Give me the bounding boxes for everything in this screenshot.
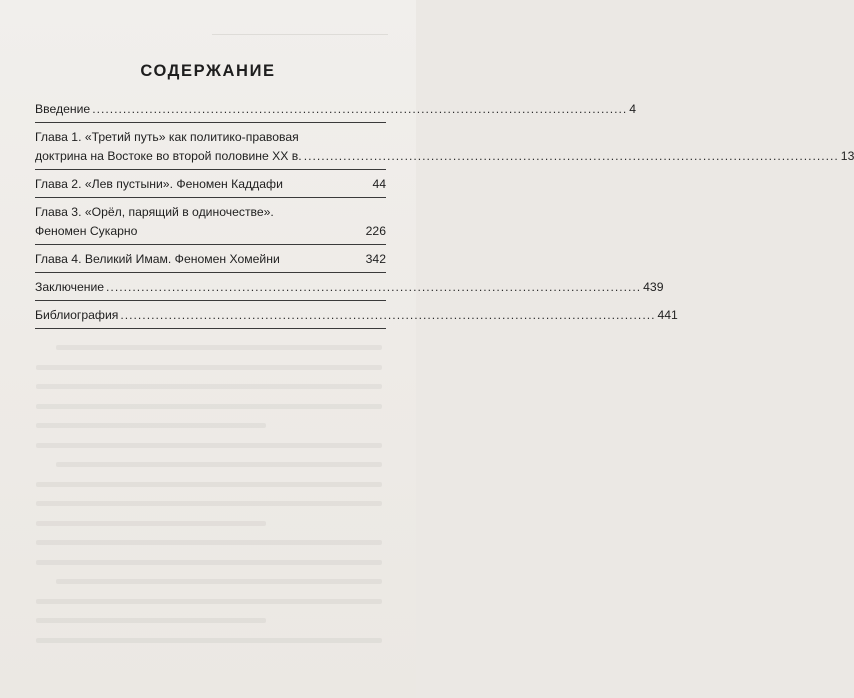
show-through-line [36, 423, 266, 428]
toc-entry-title: Глава 2. «Лев пустыни». Феномен Каддафи [35, 177, 283, 191]
show-through-rule [212, 34, 388, 35]
toc-page-number: 441 [657, 308, 678, 322]
toc-entry-title: Введение [35, 102, 91, 116]
toc-leader-space [282, 250, 364, 269]
toc-page-number: 44 [372, 177, 386, 191]
toc-entry-chapter-2 [35, 175, 386, 198]
show-through-line [36, 638, 382, 643]
show-through-line [36, 560, 382, 565]
toc-entry-chapter-4 [35, 250, 386, 273]
toc-entry-title-line-1: Глава 1. «Третий путь» как политико-правовая [35, 130, 299, 144]
toc-entry-conclusion [35, 278, 664, 301]
toc-entry-chapter-1 [35, 128, 854, 170]
show-through-line [36, 501, 382, 506]
toc-dot-leader: .......................................................................................................................... [303, 149, 839, 163]
toc-leader-space [139, 222, 363, 241]
page-title: СОДЕРЖАНИЕ [140, 62, 276, 80]
toc-entry-title-line-1: Глава 3. «Орёл, парящий в одиночестве». [35, 205, 274, 219]
show-through-line [56, 579, 382, 584]
show-through-line [36, 521, 266, 526]
toc-leader-space [285, 175, 371, 194]
show-through-line [56, 462, 382, 467]
toc-entry-title-line-2: Феномен Сукарно [35, 224, 138, 238]
toc-entry-introduction [35, 100, 637, 123]
show-through-line [36, 365, 382, 370]
toc-entry-title-line-2: доктрина на Востоке во второй половине XX в. [35, 149, 302, 163]
toc-dot-leader: .......................................................................................................................... [92, 102, 628, 116]
toc-page-number: 226 [365, 224, 386, 238]
toc-entry-title: Глава 4. Великий Имам. Феномен Хомейни [35, 252, 280, 266]
show-through-line [36, 599, 382, 604]
show-through-line [36, 540, 382, 545]
show-through-line [36, 618, 266, 623]
toc-page-number: 342 [365, 252, 386, 266]
show-through-line [36, 404, 382, 409]
toc-dot-leader: .......................................................................................................................... [120, 308, 656, 322]
table-of-contents [35, 100, 854, 334]
toc-dot-leader: .......................................................................................................................... [106, 280, 642, 294]
toc-entry-chapter-3 [35, 203, 386, 245]
show-through-line [36, 384, 382, 389]
toc-entry-title: Библиография [35, 308, 119, 322]
toc-page-number: 4 [629, 102, 637, 116]
toc-entry-title: Заключение [35, 280, 105, 294]
show-through-line [36, 482, 382, 487]
show-through-line [56, 345, 382, 350]
toc-page-number: 439 [643, 280, 664, 294]
show-through-line [36, 443, 382, 448]
toc-page-number: 13 [840, 149, 854, 163]
toc-entry-bibliography [35, 306, 678, 329]
